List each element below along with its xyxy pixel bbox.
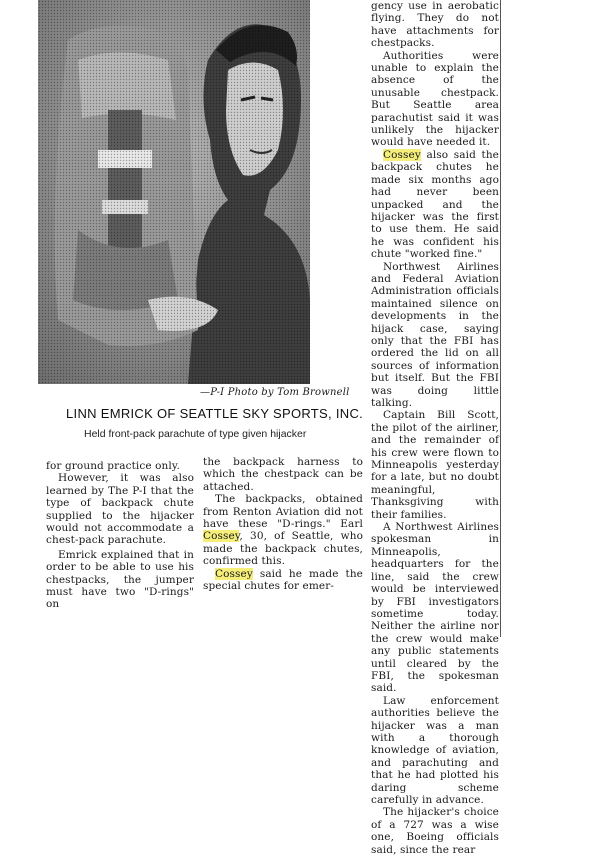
photo-halftone-image [38, 0, 310, 384]
highlighted-name: Cossey [215, 567, 253, 580]
paragraph: A Northwest Airlines spokesman in Minneapolis, headquarters for the line, said the crew would be interviewed by FBI investigators sometime today. Neither the airline nor the crew would make any public statements until cleared by the FBI, the spokesman said. [371, 521, 499, 695]
paragraph: Emrick explained that in order to be able to use his chestpacks, the jumper must have two "D-rings" on [46, 548, 194, 611]
paragraph: Authorities were unable to explain the absence of the unusable chestpack. But Seattle area parachutist said it was unlikely the hijacker would have needed it. [371, 49, 499, 149]
paragraph: Captain Bill Scott, the pilot of the airliner, and the remainder of his crew were flown to Minneapolis yesterday for a late, but no doubt meaningful, Thanksgiving with their families. [371, 409, 499, 521]
news-photo [38, 0, 310, 384]
paragraph-text: , 30, of Seattle, who made the backpack chutes, confirmed this. [203, 530, 363, 568]
paragraph: The hijacker's choice of a 727 was a wise one, Boeing officials said, since the rear [371, 806, 499, 856]
caption-headline: LINN EMRICK OF SEATTLE SKY SPORTS, INC. [66, 406, 364, 421]
highlighted-name: Cossey [383, 148, 421, 161]
paragraph: gency use in aerobatic flying. They do not have attachments for chestpacks. [371, 0, 499, 50]
paragraph [203, 568, 363, 593]
paragraph: Law enforcement authorities believe the hijacker was a man with a thorough knowledge of aviation, and parachuting and that he had plotted his daring scheme carefully in advance. [371, 694, 499, 806]
paragraph-text: said he made the special chutes for emer- [203, 567, 363, 593]
column-left [46, 460, 194, 611]
photo-credit: —P-I Photo by Tom Brownell [200, 387, 350, 398]
paragraph-text: also said the backpack chutes he made six months ago had never been unpacked and the hijacker was the first to use them. He said he was confident his chute "worked fine." [371, 148, 499, 261]
paragraph: the backpack harness to which the chestpack can be attached. [203, 456, 363, 493]
paragraph: Northwest Airlines and Federal Aviation Administration officials maintained silence on developments in the hijack case, saying only that the FBI has ordered the lid on all sources of information but itself. But the FBI was doing little talking. [371, 260, 499, 409]
column-right [371, 0, 499, 856]
caption-subline: Held front-pack parachute of type given hijacker [84, 428, 307, 440]
column-rule [500, 0, 501, 637]
paragraph: However, it was also learned by The P-I that the type of backpack chute supplied to the hijacker would not accommodate a chest-pack parachute. [46, 472, 194, 547]
paragraph [203, 493, 363, 567]
paragraph: for ground practice only. [46, 460, 180, 472]
paragraph [371, 149, 499, 261]
paragraph-text: The backpacks, obtained from Renton Aviation did not have these "D-rings." Earl [203, 493, 363, 531]
highlighted-name: Cossey [203, 530, 240, 543]
column-middle [203, 456, 363, 592]
